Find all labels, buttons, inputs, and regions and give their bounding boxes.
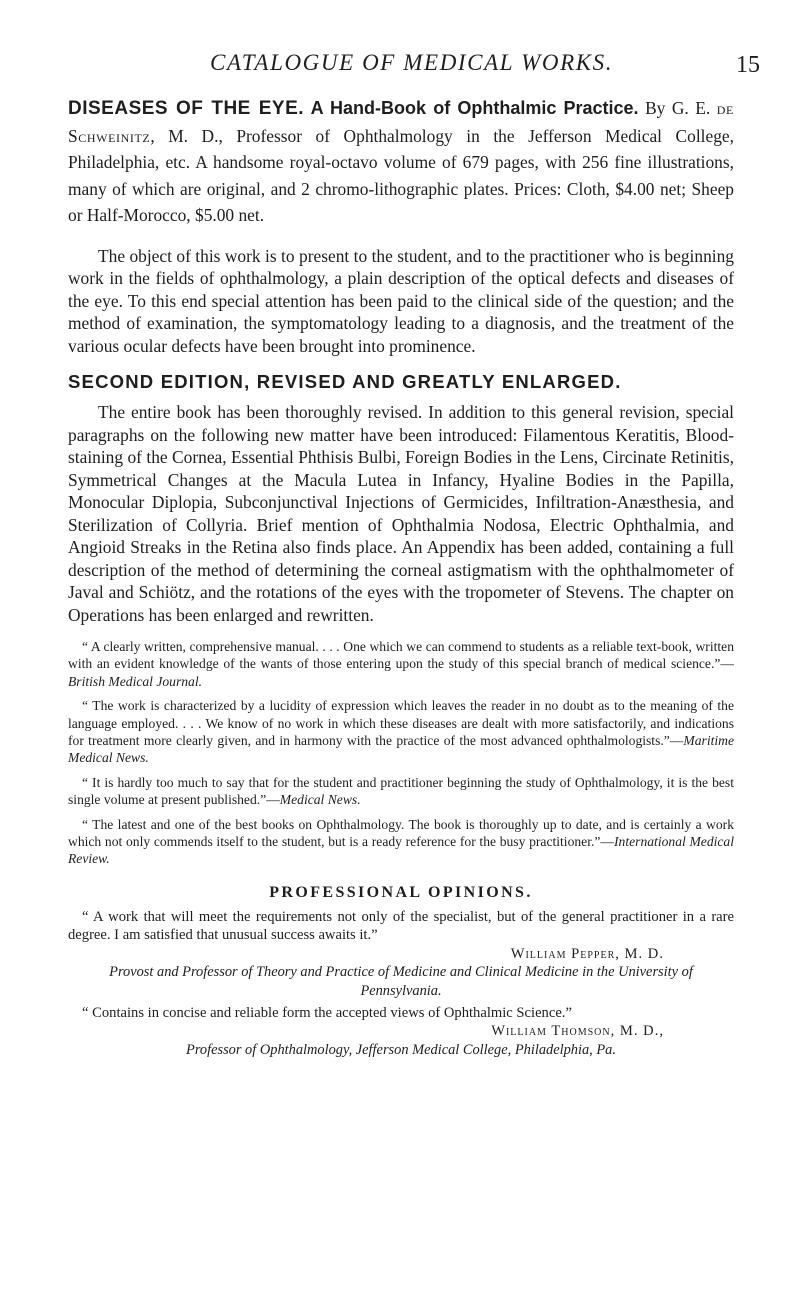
opinions-heading: PROFESSIONAL OPINIONS.	[269, 883, 533, 901]
book-entry	[68, 95, 734, 229]
review-text: “ A clearly written, comprehensive manual. . . . One which we can commend to students as a reliable text-book, written with an evident knowledge of the wants of those entering upon the study of this special branch of medical science.”—	[68, 639, 734, 672]
book-subtitle: A Hand-Book of Ophthalmic Practice.	[310, 98, 639, 118]
opinion-quote: “ Contains in concise and reliable form the accepted views of Ophthalmic Science.”	[82, 1004, 572, 1021]
review-text: “ It is hardly too much to say that for the student and practitioner beginning the study of Ophthalmology, it is the best single volume at present published.”—	[68, 774, 734, 808]
press-reviews	[68, 638, 734, 868]
review-quote	[68, 816, 734, 868]
running-head: CATALOGUE OF MEDICAL WORKS.	[210, 50, 614, 75]
author-initials: G. E.	[671, 98, 711, 118]
edition-heading: SECOND EDITION, REVISED AND GREATLY ENLARGED.	[68, 371, 622, 392]
opinion-author-title: Provost and Professor of Theory and Practice of Medicine and Clinical Medicine in the University of Pennsylvania.	[109, 964, 693, 999]
review-source: Maritime Medical News.	[68, 733, 734, 766]
opinion-block	[68, 1004, 734, 1059]
review-text: “ The work is characterized by a lucidity of expression which leaves the reader in no doubt as to the meaning of the language employed. . . . We know of no work in which these diseases are dealt with more satisfactorily, and indications for treatment more clearly given, and in harmony with the practice of the most advanced ophthalmologists.”—	[68, 698, 734, 749]
opinion-author	[68, 1022, 664, 1040]
opinion-author	[68, 945, 664, 963]
review-source: International Medical Review.	[68, 834, 734, 867]
review-quote	[68, 638, 734, 690]
review-quote	[68, 697, 734, 767]
opinion-author-name: William Pepper, M. D.	[510, 945, 664, 962]
opinion-author-title: Professor of Ophthalmology, Jefferson Medical College, Philadelphia, Pa.	[186, 1041, 616, 1058]
author-name: de Schweinitz	[68, 98, 734, 146]
opinion-quote: “ A work that will meet the requirements not only of the specialist, but of the general practitioner in a rare degree. I am satisfied that unusual success awaits it.”	[68, 908, 734, 944]
review-text: “ The latest and one of the best books on Ophthalmology. The book is thoroughly up to date, and is certainly a work which not only commends itself to the student, but is a ready reference for the busy practitioner.”—	[68, 816, 734, 850]
intro-paragraph: The object of this work is to present to the student, and to the practitioner who is beginning work in the fields of ophthalmology, a plain description of the optical defects and diseases of the eye. To this end special attention has been paid to the clinical side of the question; and the method of examination, the symptomatology leading to a diagnosis, and the treatment of the various ocular defects have been brought into prominence.	[68, 245, 734, 356]
book-by: By	[645, 98, 666, 118]
review-source: British Medical Journal.	[68, 673, 203, 689]
opinion-author-name: William Thomson, M. D.,	[491, 1023, 664, 1040]
edition-paragraph: The entire book has been thoroughly revised. In addition to this general revision, special paragraphs on the following new matter have been introduced: Filamentous Keratitis, Blood-staining of the Cornea, Essential Phthisis Bulbi, Foreign Bodies in the Lens, Circinate Retinitis, Symmetrical Changes at the Macula Lutea in Infancy, Hyaline Bodies in the Papilla, Monocular Diplopia, Subconjunctival Injections of Germicides, Infiltration-Anæsthesia, and Sterilization of Collyria. Brief mention of Ophthalmia Nodosa, Electric Ophthalmia, and Angioid Streaks in the Retina also finds place. An Appendix has been added, containing a full description of the method of determining the corneal astigmatism with the ophthalmometer of Javal and Schiötz, and the rotations of the eyes with the tropometer of Stevens. The chapter on Operations has been enlarged and rewritten.	[68, 402, 734, 625]
book-description: , M. D., Professor of Ophthalmology in the Jefferson Medical College, Philadelphia, etc. A handsome royal-octavo volume of 679 pages, with 256 fine illustrations, many of which are original, and 2 chromo-lithographic plates. Prices: Cloth, $4.00 net; Sheep or Half-Morocco, $5.00 net.	[68, 125, 734, 225]
review-quote	[68, 774, 734, 809]
review-source: Medical News.	[279, 792, 361, 808]
book-title: DISEASES OF THE EYE.	[68, 98, 305, 119]
page-number: 15	[736, 52, 760, 78]
page-body	[68, 95, 734, 1059]
opinion-block	[68, 908, 734, 1000]
